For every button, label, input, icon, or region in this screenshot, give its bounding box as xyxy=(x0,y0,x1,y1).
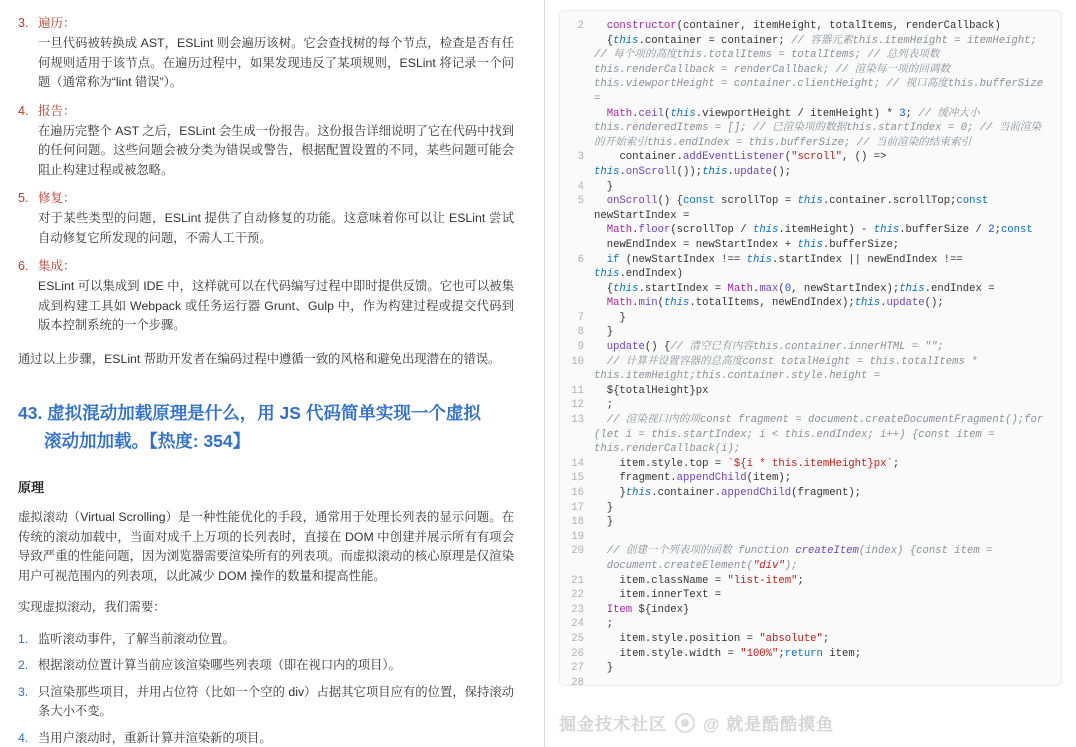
list-item xyxy=(18,189,514,248)
code-line xyxy=(564,253,1051,282)
code-line-number xyxy=(564,107,594,151)
code-line-number xyxy=(564,238,594,253)
code-panel xyxy=(559,10,1062,686)
code-line xyxy=(564,34,1051,107)
code-line-text: } xyxy=(594,662,614,675)
code-line-number: 3 xyxy=(577,151,584,164)
code-line xyxy=(564,238,1051,253)
list-item xyxy=(18,656,514,676)
watermark xyxy=(559,710,834,735)
code-line-text: Math.ceil(this.viewportHeight / itemHeight) * 3; // 缓冲大小this.renderedItems = []; // 已渲染项的数据this.startIndex = 0; // 当前渲染的开始索引this.endIndex = this.bufferSize; // 当前渲染的结束索引 xyxy=(594,107,1042,149)
code-line-text: } xyxy=(594,501,614,514)
code-line-number: 10 xyxy=(571,355,584,368)
code-line-number: 5 xyxy=(577,195,584,208)
watermark-logo-icon xyxy=(675,713,695,733)
code-line-number: 24 xyxy=(571,618,584,631)
code-line-text: update() {// 清空已有内容this.container.innerHTML = ""; xyxy=(606,341,944,354)
code-line xyxy=(564,515,1051,530)
code-line-number: 4 xyxy=(577,180,584,193)
code-line-number: 25 xyxy=(571,632,584,645)
code-line-text: Item ${index} xyxy=(606,603,690,616)
code-line-number xyxy=(564,223,594,238)
list-item-paragraph: 对于某些类型的问题，ESLint 提供了自动修复的功能。这意味着你可以让 ESLint 尝试自动修复它所发现的问题，不需人工干预。 xyxy=(38,211,514,245)
code-line-text: } xyxy=(594,311,626,324)
code-line-number xyxy=(564,34,594,107)
list-item-paragraph: 一旦代码被转换成 AST，ESLint 则会遍历该树。它会查找树的每个节点，检查是否有任何规则适用于该节点。在遍历过程中，如果发现违反了某项规则，ESLint 将记录一个问题（通常称为“lint 错误”）。 xyxy=(38,36,514,89)
code-line-text: {this.startIndex = Math.max(0, newStartIndex);this.endIndex = xyxy=(594,282,995,295)
list-item xyxy=(18,102,514,181)
code-line-text: // 计算并设置容器的总高度const totalHeight = this.totalItems * this.itemHeight;this.container.style.height = xyxy=(594,355,984,383)
list-item-title: 集成： xyxy=(38,259,76,273)
code-line-text: item.className = "list-item"; xyxy=(594,574,804,587)
code-line-text: } xyxy=(594,180,614,193)
code-line-number: 27 xyxy=(571,662,584,675)
code-line-number: 16 xyxy=(571,487,584,499)
code-line-text: ; xyxy=(594,618,614,631)
code-line-text xyxy=(594,530,1051,545)
list-item-paragraph: 在遍历完整个 AST 之后，ESLint 会生成一份报告。这份报告详细说明了它在代码中找到的任何问题。这些问题会被分类为错误或警告，根据配置设置的不同，某些问题可能会阻止构建过程或被忽略。 xyxy=(38,123,514,177)
watermark-left-text: 掘金技术社区 xyxy=(559,715,667,734)
code-line-text: {this.container = container; // 容器元素this.itemHeight = itemHeight; // 每个项的高度this.totalItems = totalItems; // 总列表项数this.renderCallback = renderCallback; // 渲染每一项的回调数this.viewportHeight = container.clientHeight; // 视口高度this.bufferSize = xyxy=(594,34,1050,105)
list-item xyxy=(18,257,514,336)
code-line xyxy=(564,194,1051,223)
code-line xyxy=(564,311,1051,326)
code-line xyxy=(564,340,1051,355)
code-line-number: 13 xyxy=(571,414,584,427)
code-line-text: document.createElement("div"); xyxy=(606,559,798,572)
code-line xyxy=(564,398,1051,413)
code-line-text: Math.min(this.totalItems, newEndIndex);this.update(); xyxy=(606,297,944,310)
code-line-text: if (newStartIndex !== this.startIndex || newEndIndex !== this.endIndex) xyxy=(594,253,970,281)
question-title-line1: 43. 虚拟混动加载原理是什么，用 JS 代码简单实现一个虚拟 xyxy=(18,403,481,423)
step-number: 1. xyxy=(18,631,29,646)
code-line-text: item.innerText = xyxy=(594,589,722,602)
step-text: 当用户滚动时，重新计算并渲染新的项目。 xyxy=(38,730,272,745)
code-line xyxy=(564,661,1051,676)
code-line-text: item.style.width = "100%";return item; xyxy=(594,647,862,660)
list-item-number: 6. xyxy=(18,259,29,273)
watermark-right-text: @ 就是酷酷摸鱼 xyxy=(703,715,835,734)
code-line-number: 17 xyxy=(571,501,584,514)
code-line-text: fragment.appendChild(item); xyxy=(594,472,792,485)
question-title-line2: 滚动加加载。【热度: 354】 xyxy=(44,431,251,451)
code-line xyxy=(564,413,1051,457)
code-line-text: } xyxy=(594,516,614,529)
code-line xyxy=(564,384,1051,399)
code-line xyxy=(564,180,1051,195)
code-line-number xyxy=(564,296,594,311)
step-number: 4. xyxy=(18,730,29,745)
step-number: 2. xyxy=(18,658,29,672)
code-line xyxy=(564,544,1051,559)
code-line-text: // 创建一个列表项的函数 function createItem(index) {const item = xyxy=(606,545,993,558)
code-line xyxy=(564,647,1051,662)
code-line-text: item.style.position = "absolute"; xyxy=(594,632,830,645)
principle-paragraph-1: 虚拟滚动（Virtual Scrolling）是一种性能优化的手段，通常用于处理长列表的显示问题。在传统的滚动加载中，当面对成千上万项的长列表时，直接在 DOM 中创建并展示所有有项会导致严重的性能问题，因为浏览器需要渲染所有的列表项。而虚拟滚动的核心原理是仅渲染用户可视范围内的列表项，以此减少 DOM 操作的数量和提高性能。 xyxy=(18,510,514,583)
code-line xyxy=(564,632,1051,647)
eslint-steps-list xyxy=(18,14,514,336)
code-line-number: 7 xyxy=(577,311,584,324)
list-item-title: 遍历： xyxy=(38,16,76,30)
code-line xyxy=(564,471,1051,486)
code-line-text: } xyxy=(594,326,614,339)
code-line xyxy=(564,19,1051,34)
code-line-text: container.addEventListener("scroll", () => this.onScroll());this.update(); xyxy=(594,151,893,178)
list-item-number: 3. xyxy=(18,16,29,30)
code-line-number: 28 xyxy=(571,676,584,686)
code-line-number: 9 xyxy=(577,341,584,354)
list-item xyxy=(18,683,514,722)
list-item-number: 5. xyxy=(18,191,29,205)
list-item-number: 4. xyxy=(18,103,29,118)
code-line xyxy=(564,574,1051,589)
code-line xyxy=(564,559,1051,574)
code-line xyxy=(564,530,1051,545)
list-item xyxy=(18,729,514,747)
list-item xyxy=(18,14,514,93)
code-line-text: }this.container.appendChild(fragment); xyxy=(594,487,862,499)
list-item-title: 报告： xyxy=(38,103,76,118)
code-line-text: constructor(container, itemHeight, totalItems, renderCallback) xyxy=(606,20,1001,32)
code-line-number: 26 xyxy=(571,647,584,660)
code-line-number: 2 xyxy=(577,20,584,32)
code-line-number: 20 xyxy=(571,545,584,558)
code-line-number: 6 xyxy=(577,253,584,266)
code-line-text: Math.floor(scrollTop / this.itemHeight) - this.bufferSize / 2;const xyxy=(606,224,1033,237)
code-line xyxy=(564,296,1051,311)
code-line-number xyxy=(564,559,594,574)
step-text: 监听滚动事件，了解当前滚动位置。 xyxy=(38,631,235,646)
step-text: 只渲染那些项目，并用占位符（比如一个空的 div）占据其它项目应有的位置，保持滚动条大小不变。 xyxy=(38,684,514,718)
code-line xyxy=(564,355,1051,384)
code-line xyxy=(564,486,1051,501)
code-line-number: 14 xyxy=(571,457,584,470)
code-line-text xyxy=(594,676,1051,686)
code-line-number: 8 xyxy=(577,326,584,339)
code-line xyxy=(564,150,1051,179)
code-line-number: 12 xyxy=(571,399,584,412)
code-line xyxy=(564,457,1051,472)
virtual-scroll-steps xyxy=(18,630,514,747)
code-line xyxy=(564,603,1051,618)
code-line-number: 15 xyxy=(571,472,584,485)
list-item xyxy=(18,630,514,650)
section-heading-principle: 原理 xyxy=(18,480,45,495)
code-line-number: 19 xyxy=(571,530,584,543)
code-line-text: ; xyxy=(594,399,614,412)
code-line-text: // 渲染视口内的项const fragment = document.createDocumentFragment();for (let i = this.startIndex; i < this.endIndex; i++) {const item = this.renderCallback(i); xyxy=(594,414,1050,456)
code-line-number: 11 xyxy=(571,384,584,397)
code-line-number: 22 xyxy=(571,589,584,602)
code-line-text: item.style.top = `${i * this.itemHeight}px`; xyxy=(594,457,900,470)
code-line xyxy=(564,617,1051,632)
step-number: 3. xyxy=(18,684,29,699)
code-line-text: newEndIndex = newStartIndex + this.bufferSize; xyxy=(594,238,900,251)
principle-paragraph-2: 实现虚拟滚动，我们需要： xyxy=(18,600,166,614)
right-column xyxy=(545,0,1076,747)
code-line-text: ${totalHeight}px xyxy=(594,384,709,397)
code-line-number xyxy=(564,282,594,297)
list-item-title: 修复： xyxy=(38,191,76,205)
code-line xyxy=(564,282,1051,297)
list-item-paragraph: ESLint 可以集成到 IDE 中，这样就可以在代码编写过程中即时提供反馈。它也可以被集成到构建工具如 Webpack 或任务运行器 Grunt、Gulp 中，作为构建过程或提交代码到版本控制系统的一个步骤。 xyxy=(38,279,514,332)
code-line-number: 23 xyxy=(571,603,584,616)
eslint-summary: 通过以上步骤，ESLint 帮助开发者在编码过程中遵循一致的风格和避免出现潜在的错误。 xyxy=(18,351,501,366)
code-line-text: onScroll() {const scrollTop = this.container.scrollTop;const newStartIndex = xyxy=(594,195,995,222)
code-line xyxy=(564,223,1051,238)
question-title xyxy=(18,399,514,455)
code-line xyxy=(564,676,1051,686)
code-line xyxy=(564,501,1051,516)
code-line-number: 18 xyxy=(571,516,584,529)
code-line-number: 21 xyxy=(571,574,584,587)
code-line xyxy=(564,107,1051,151)
step-text: 根据滚动位置计算当前应该渲染哪些列表项（即在视口内的项目）。 xyxy=(38,658,401,672)
code-line xyxy=(564,325,1051,340)
code-line xyxy=(564,588,1051,603)
